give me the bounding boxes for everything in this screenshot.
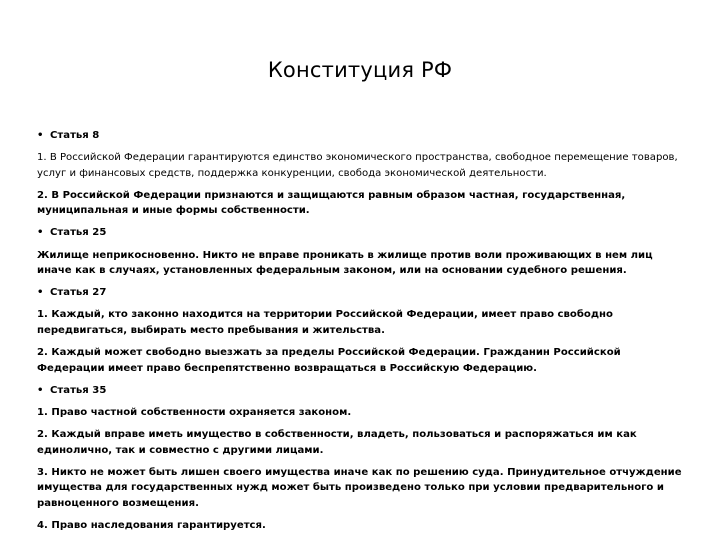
article-25-paragraph-1: Жилище неприкосновенно. Никто не вправе проникать в жилище против воли проживающих в нем лиц иначе как в случаях, установленных федеральным законом, или на основании судебного решения. bbox=[37, 249, 653, 277]
article-heading-text: Статья 27 bbox=[50, 287, 107, 299]
article-heading-text: Статья 35 bbox=[50, 384, 107, 396]
slide-title: Конституция РФ bbox=[267, 58, 453, 82]
article-27-paragraph-2: 2. Каждый может свободно выезжать за пределы Российской Федерации. Гражданин Российской Федерации имеет право беспрепятственно возвращаться в Российскую Федерацию. bbox=[37, 347, 621, 374]
article-heading-27 bbox=[37, 285, 687, 301]
bullet-icon: • bbox=[37, 287, 44, 299]
bullet-icon: • bbox=[37, 384, 44, 396]
bullet-icon: • bbox=[37, 227, 44, 239]
article-35-paragraph-1: 1. Право частной собственности охраняется законом. bbox=[37, 406, 352, 418]
article-35-paragraph-3: 3. Никто не может быть лишен своего имущества иначе как по решению суда. Принудительное отчуждение имущества для государственных нужд может быть произведено только при условии предварительного и равноценного возмещения. bbox=[37, 466, 682, 509]
article-8-paragraph-1: 1. В Российской Федерации гарантируются единство экономического пространства, свободное перемещение товаров, услуг и финансовых средств, поддержка конкуренции, свобода экономической деятельности. bbox=[37, 152, 678, 179]
article-heading-8 bbox=[37, 128, 687, 144]
article-heading-35 bbox=[37, 383, 687, 399]
article-heading-25 bbox=[37, 225, 687, 241]
article-8-paragraph-2: 2. В Российской Федерации признаются и защищаются равным образом частная, государственная, муниципальная и иные формы собственности. bbox=[37, 189, 626, 217]
slide-content bbox=[37, 128, 687, 540]
bullet-icon: • bbox=[37, 130, 44, 141]
article-heading-text: Статья 8 bbox=[50, 130, 100, 141]
article-35-paragraph-4: 4. Право наследования гарантируется. bbox=[37, 519, 266, 531]
article-27-paragraph-1: 1. Каждый, кто законно находится на территории Российской Федерации, имеет право свободно передвигаться, выбирать место пребывания и жительства. bbox=[37, 309, 613, 336]
article-heading-text: Статья 25 bbox=[50, 227, 107, 239]
article-35-paragraph-2: 2. Каждый вправе иметь имущество в собственности, владеть, пользоваться и распоряжаться им как единолично, так и совместно с другими лицами. bbox=[37, 428, 637, 456]
